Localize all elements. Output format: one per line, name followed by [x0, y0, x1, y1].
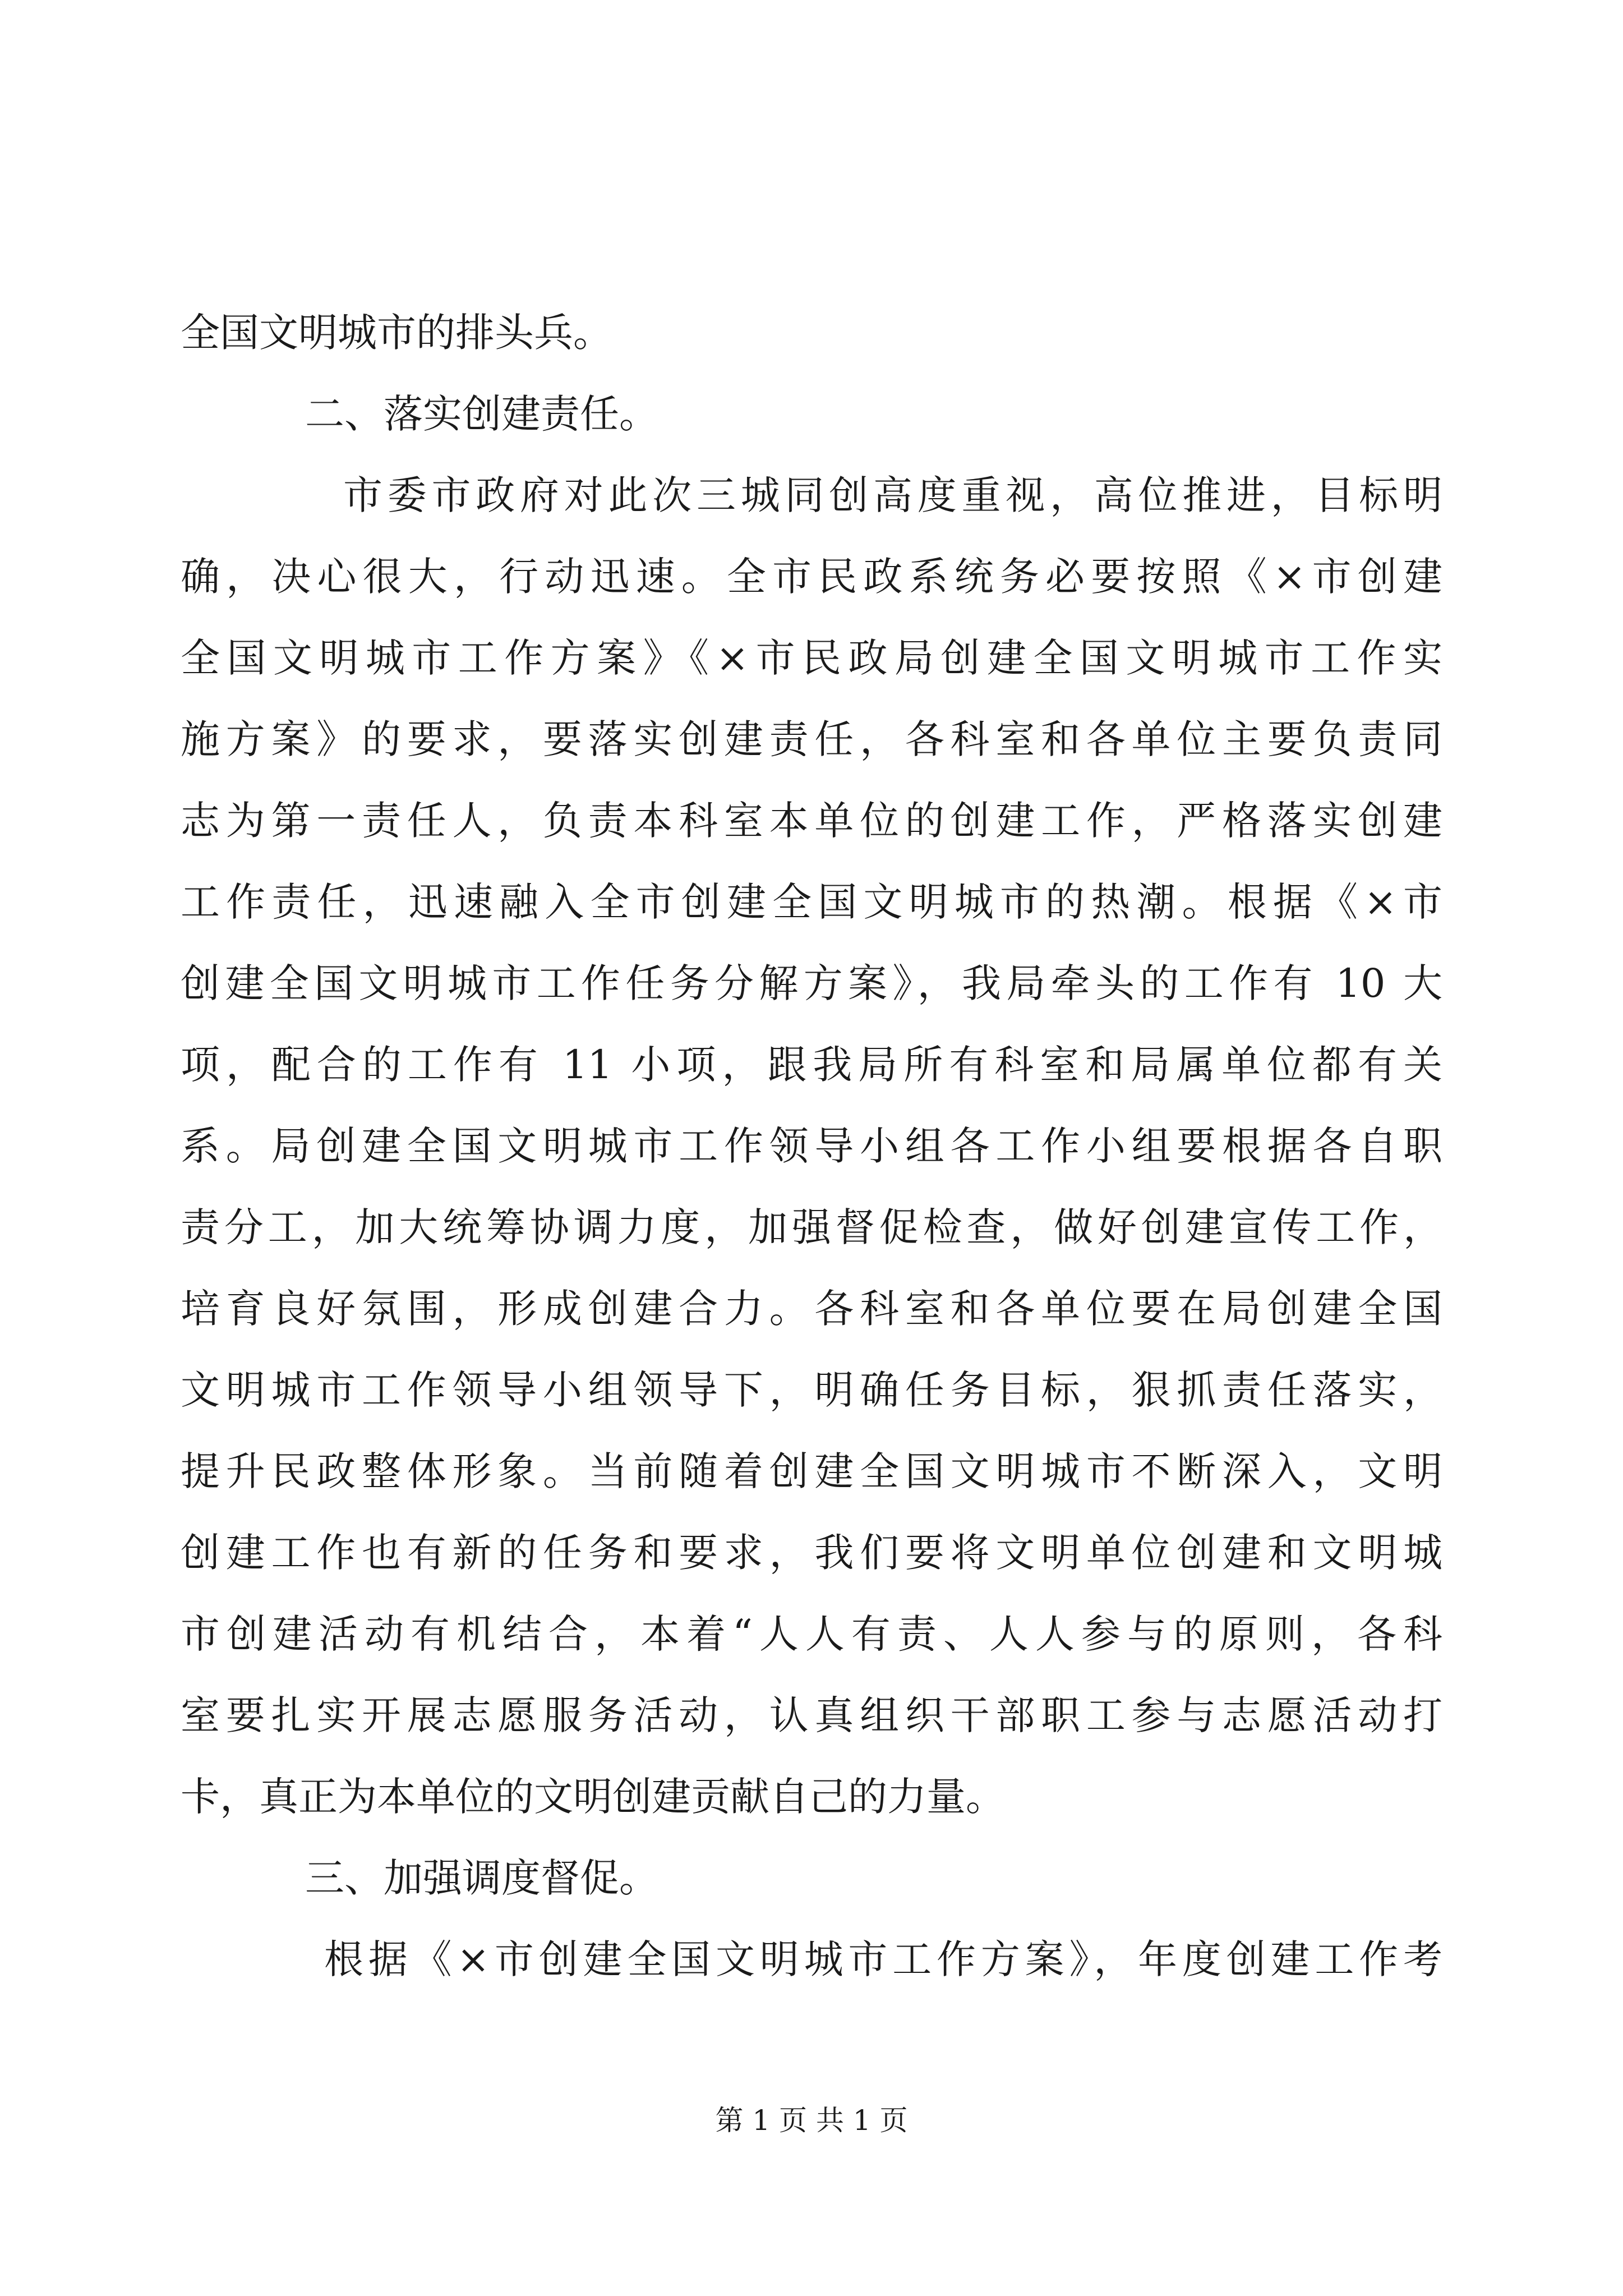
text-line: 培育良好氛围，形成创建合力。各科室和各单位要在局创建全国 [181, 1286, 1442, 1332]
text-line: 施方案》的要求，要落实创建责任，各科室和各单位主要负责同 [181, 716, 1442, 762]
text-line: 创建全国文明城市工作任务分解方案》，我局牵头的工作有 10 大 [181, 960, 1442, 1006]
text-line: 卡，真正为本单位的文明创建贡献自己的力量。 [181, 1774, 1005, 1820]
section-heading: 三、加强调度督促。 [305, 1855, 658, 1901]
paragraph-first-line: 市委市政府对此次三城同创高度重视，高位推进，目标明 [343, 472, 1442, 518]
text-line: 责分工，加大统筹协调力度，加强督促检查，做好创建宣传工作， [181, 1204, 1442, 1250]
text-line: 创建工作也有新的任务和要求，我们要将文明单位创建和文明城 [181, 1530, 1442, 1576]
text-line: 项，配合的工作有 11 小项，跟我局所有科室和局属单位都有关 [181, 1042, 1442, 1088]
section-heading: 二、落实创建责任。 [305, 391, 658, 437]
text-line: 系。局创建全国文明城市工作领导小组各工作小组要根据各自职 [181, 1123, 1442, 1169]
text-line: 志为第一责任人，负责本科室本单位的创建工作，严格落实创建 [181, 798, 1442, 844]
text-line: 室要扎实开展志愿服务活动，认真组织干部职工参与志愿活动打 [181, 1692, 1442, 1738]
text-line: 工作责任，迅速融入全市创建全国文明城市的热潮。根据《×市 [181, 879, 1442, 925]
paragraph-first-line: 根据《×市创建全国文明城市工作方案》，年度创建工作考 [324, 1936, 1442, 1982]
text-line: 提升民政整体形象。当前随着创建全国文明城市不断深入，文明 [181, 1448, 1442, 1494]
page-footer: 第 1 页 共 1 页 [715, 2104, 908, 2137]
text-line: 全国文明城市的排头兵。 [181, 310, 612, 356]
text-line: 全国文明城市工作方案》《×市民政局创建全国文明城市工作实 [181, 635, 1442, 681]
text-line: 市创建活动有机结合，本着“人人有责、人人参与的原则，各科 [181, 1611, 1442, 1657]
text-line: 确，决心很大，行动迅速。全市民政系统务必要按照《×市创建 [181, 554, 1442, 600]
text-line: 文明城市工作领导小组领导下，明确任务目标，狠抓责任落实， [181, 1367, 1442, 1413]
